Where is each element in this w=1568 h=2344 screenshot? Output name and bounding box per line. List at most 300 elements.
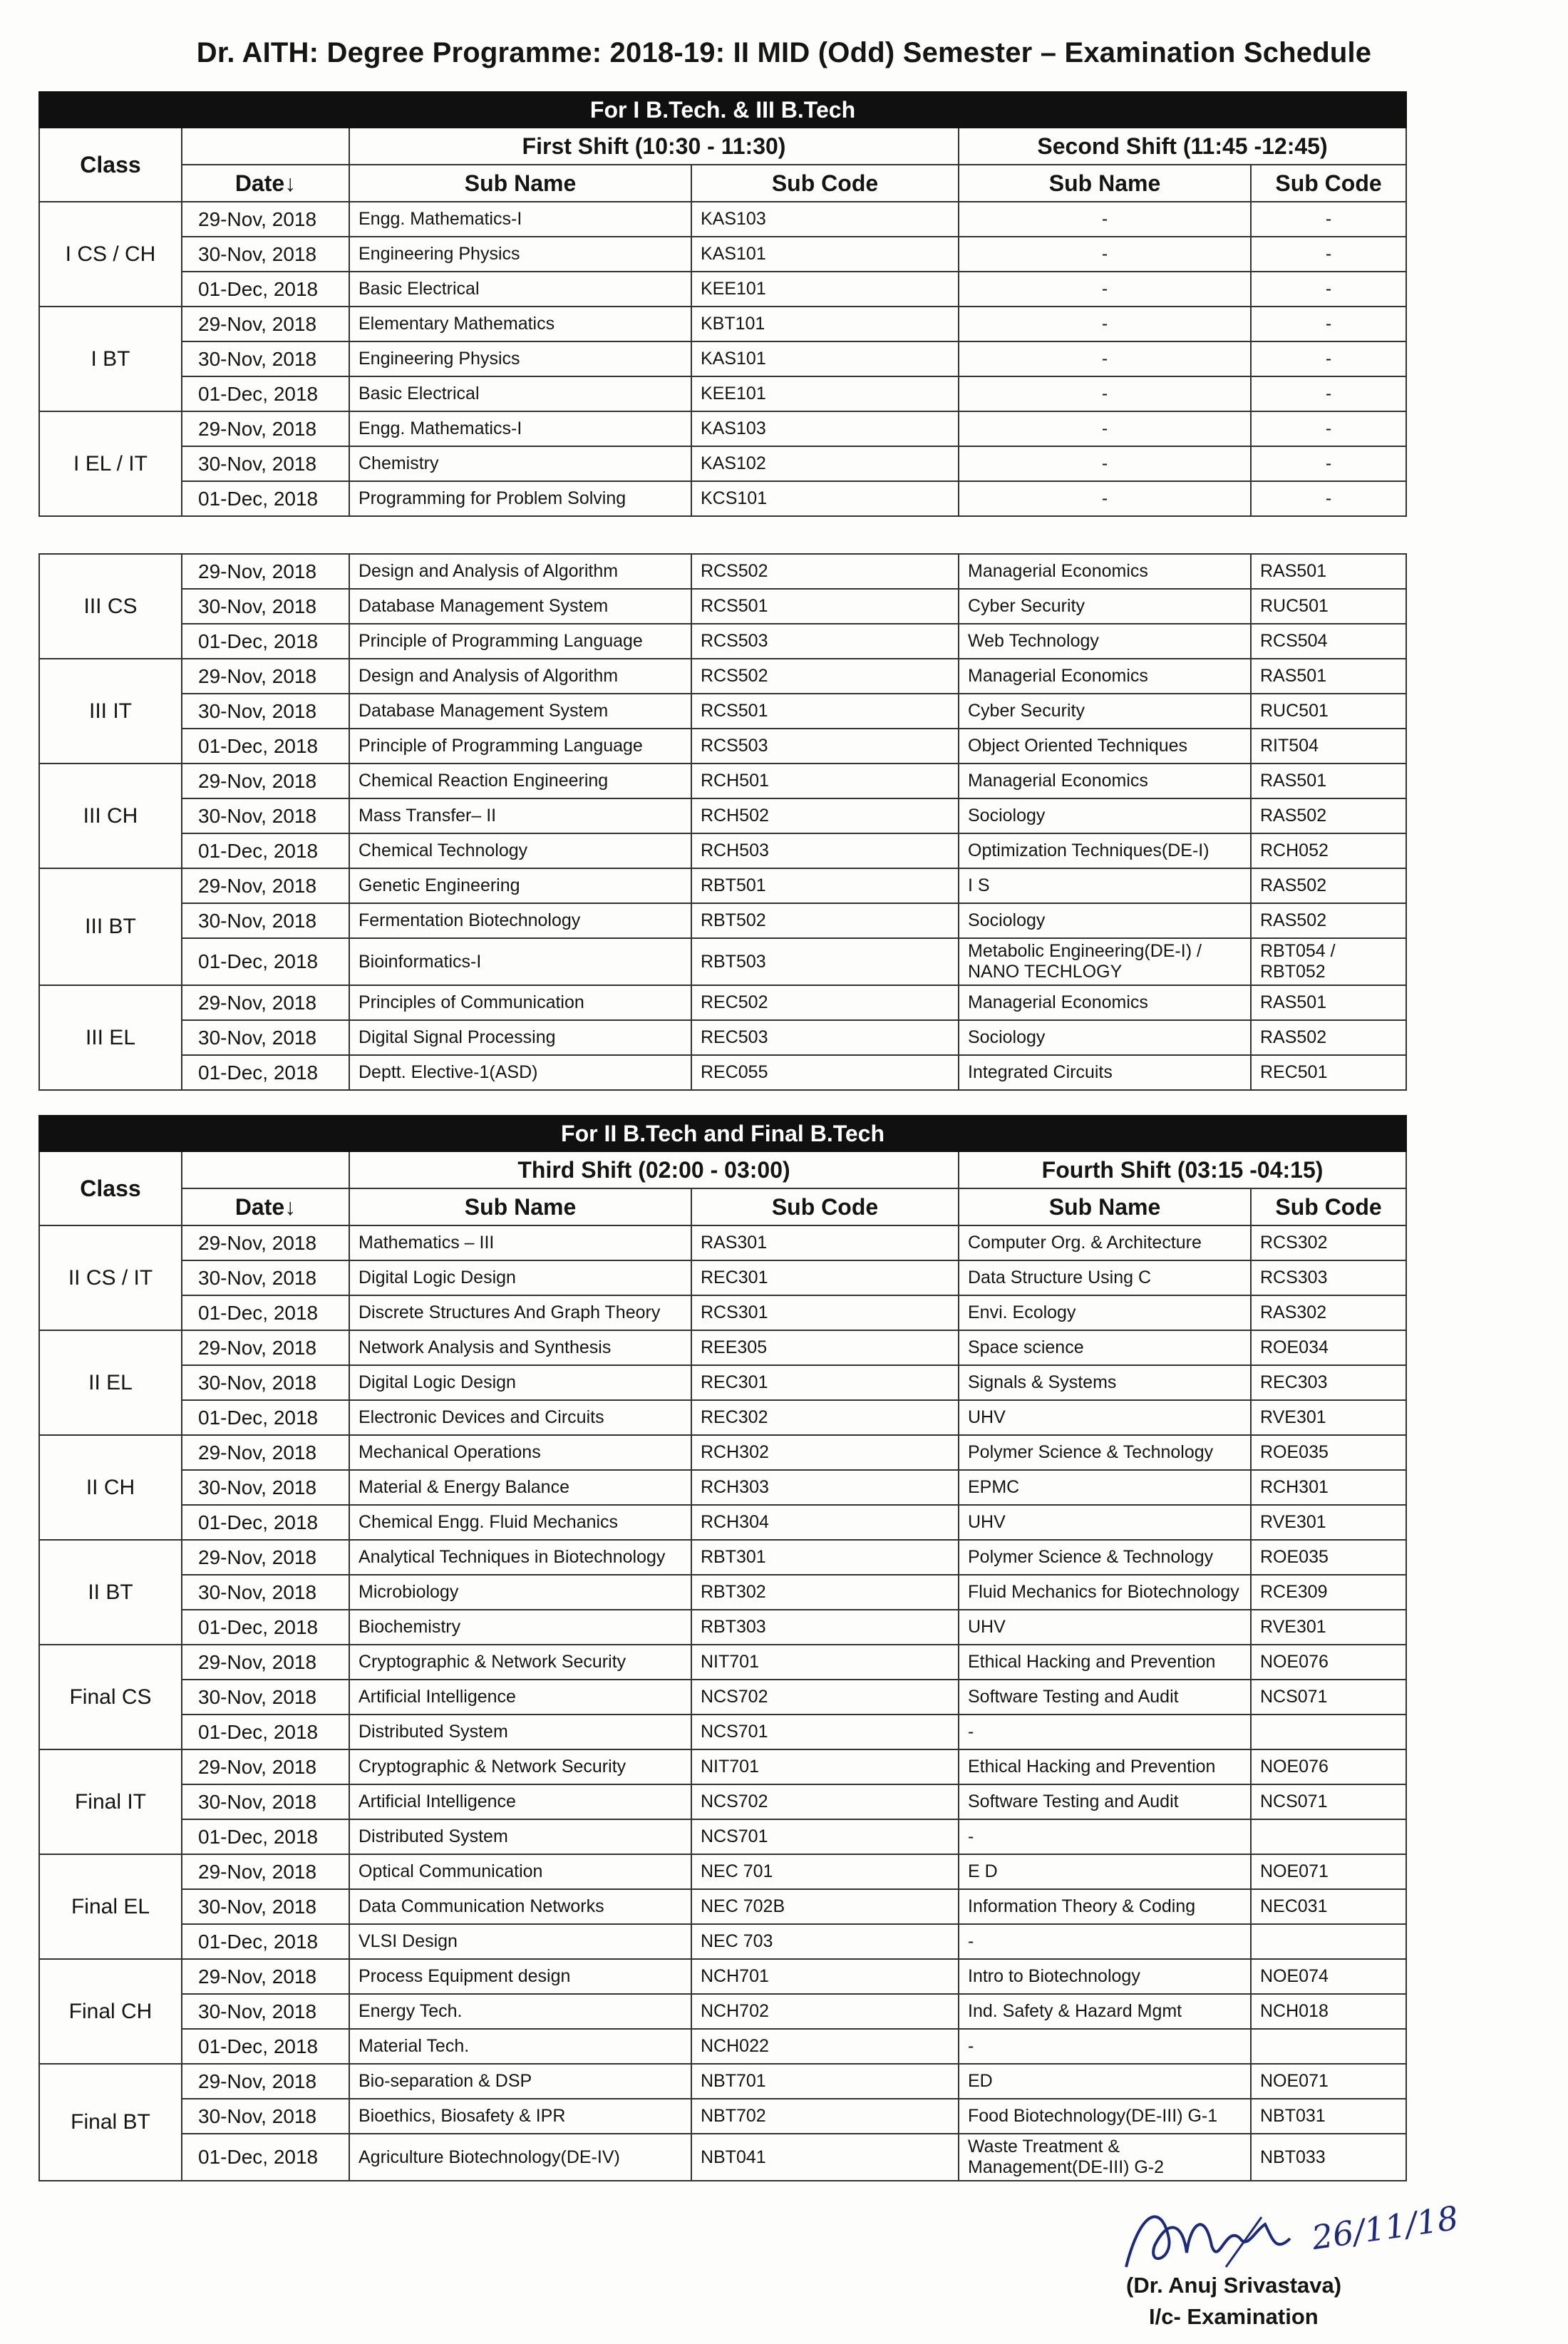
table-row (39, 1330, 1406, 1365)
class-cell: III CH (39, 764, 182, 868)
table-row (39, 1749, 1406, 1784)
sub-name-cell: Metabolic Engineering(DE-I) / NANO TECHLOGY (959, 938, 1251, 985)
sub-code-cell: NCS701 (691, 1819, 959, 1854)
sub-name-cell: Mathematics – III (349, 1225, 691, 1260)
col-header-class: Class (39, 128, 182, 202)
sub-code-cell: RCH501 (691, 764, 959, 798)
sub-name-cell: Programming for Problem Solving (349, 481, 691, 516)
class-cell: II CH (39, 1435, 182, 1540)
sub-name-cell: Sociology (959, 798, 1251, 833)
sub-code-cell: REC503 (691, 1020, 959, 1055)
sub-name-cell: Computer Org. & Architecture (959, 1225, 1251, 1260)
class-cell: III BT (39, 868, 182, 985)
date-cell: 29-Nov, 2018 (182, 554, 349, 589)
table-row (39, 1295, 1406, 1330)
col-header-sub-name: Sub Name (959, 1188, 1251, 1225)
header-spacer (182, 1151, 349, 1188)
sub-code-cell: KAS103 (691, 411, 959, 446)
date-cell: 29-Nov, 2018 (182, 1749, 349, 1784)
sub-code-cell: - (1251, 341, 1406, 376)
date-cell: 30-Nov, 2018 (182, 798, 349, 833)
sub-code-cell: RAS502 (1251, 903, 1406, 938)
sub-name-cell: Managerial Economics (959, 554, 1251, 589)
sub-code-cell: NIT701 (691, 1749, 959, 1784)
sub-name-cell: UHV (959, 1505, 1251, 1540)
date-cell: 30-Nov, 2018 (182, 903, 349, 938)
sub-code-cell: RBT301 (691, 1540, 959, 1575)
sub-name-cell: Cyber Security (959, 694, 1251, 729)
table-row (39, 1680, 1406, 1715)
sub-name-cell: Cyber Security (959, 589, 1251, 624)
date-cell: 01-Dec, 2018 (182, 833, 349, 868)
date-cell: 30-Nov, 2018 (182, 589, 349, 624)
shift-header-fourth: Fourth Shift (03:15 -04:15) (959, 1151, 1406, 1188)
sub-code-cell: RAS502 (1251, 798, 1406, 833)
sub-name-cell: Principle of Programming Language (349, 729, 691, 764)
table-row (39, 1854, 1406, 1889)
table-row (39, 237, 1406, 272)
table-row (39, 1055, 1406, 1090)
sub-code-cell: RBT302 (691, 1575, 959, 1610)
class-cell: II BT (39, 1540, 182, 1645)
sub-code-cell: REC301 (691, 1365, 959, 1400)
table-row (39, 1610, 1406, 1645)
col-header-sub-code: Sub Code (691, 165, 959, 202)
sub-name-cell: Managerial Economics (959, 985, 1251, 1020)
sub-name-cell: Chemistry (349, 446, 691, 481)
date-cell: 01-Dec, 2018 (182, 481, 349, 516)
sub-code-cell: ROE035 (1251, 1435, 1406, 1470)
sub-name-cell: Engg. Mathematics-I (349, 202, 691, 237)
sub-code-cell: NBT701 (691, 2064, 959, 2099)
sub-name-cell: Sociology (959, 1020, 1251, 1055)
sub-name-cell: Analytical Techniques in Biotechnology (349, 1540, 691, 1575)
sub-name-cell: Optimization Techniques(DE-I) (959, 833, 1251, 868)
sub-code-cell: KAS103 (691, 202, 959, 237)
date-cell: 29-Nov, 2018 (182, 868, 349, 903)
sub-code-cell: RBT501 (691, 868, 959, 903)
sub-code-cell: RCS301 (691, 1295, 959, 1330)
sub-code-cell: NOE074 (1251, 1959, 1406, 1994)
sub-code-cell: NBT033 (1251, 2134, 1406, 2181)
sub-code-cell: NCH702 (691, 1994, 959, 2029)
sub-code-cell: ROE034 (1251, 1330, 1406, 1365)
sub-code-cell: - (1251, 376, 1406, 411)
table-row (39, 1260, 1406, 1295)
sub-name-cell: Distributed System (349, 1715, 691, 1749)
sub-name-cell: Electronic Devices and Circuits (349, 1400, 691, 1435)
date-cell: 30-Nov, 2018 (182, 1784, 349, 1819)
sub-code-cell: RCS501 (691, 589, 959, 624)
sub-name-cell: Ethical Hacking and Prevention (959, 1749, 1251, 1784)
sub-code-cell: RCS302 (1251, 1225, 1406, 1260)
date-cell: 01-Dec, 2018 (182, 729, 349, 764)
sub-name-cell: Principles of Communication (349, 985, 691, 1020)
table-row (39, 1540, 1406, 1575)
date-cell: 01-Dec, 2018 (182, 1055, 349, 1090)
table-row (39, 659, 1406, 694)
col-header-sub-code: Sub Code (1251, 165, 1406, 202)
sub-code-cell: RAS501 (1251, 659, 1406, 694)
sub-code-cell: - (1251, 237, 1406, 272)
sub-name-cell: Bioinformatics-I (349, 938, 691, 985)
table-row (39, 376, 1406, 411)
handwritten-date: 26/11/18 (1309, 2198, 1461, 2258)
date-cell: 29-Nov, 2018 (182, 411, 349, 446)
sub-code-cell: NCS702 (691, 1784, 959, 1819)
sub-name-cell: Engineering Physics (349, 341, 691, 376)
sub-name-cell: Fermentation Biotechnology (349, 903, 691, 938)
sub-name-cell: Microbiology (349, 1575, 691, 1610)
date-cell: 01-Dec, 2018 (182, 624, 349, 659)
sub-name-cell: Integrated Circuits (959, 1055, 1251, 1090)
table-row (39, 985, 1406, 1020)
sub-code-cell: NIT701 (691, 1645, 959, 1680)
col-header-sub-code: Sub Code (1251, 1188, 1406, 1225)
sub-name-cell: UHV (959, 1400, 1251, 1435)
table-row (39, 2134, 1406, 2181)
sub-name-cell: Data Communication Networks (349, 1889, 691, 1924)
table-row (39, 202, 1406, 237)
sub-code-cell: NEC 701 (691, 1854, 959, 1889)
sub-name-cell: Engg. Mathematics-I (349, 411, 691, 446)
sub-name-cell: Agriculture Biotechnology(DE-IV) (349, 2134, 691, 2181)
sub-name-cell: I S (959, 868, 1251, 903)
table-row (39, 554, 1406, 589)
sub-code-cell: - (1251, 481, 1406, 516)
sub-code-cell (1251, 1715, 1406, 1749)
sub-code-cell: NCH018 (1251, 1994, 1406, 2029)
col-header-sub-code: Sub Code (691, 1188, 959, 1225)
sub-name-cell: Biochemistry (349, 1610, 691, 1645)
sub-code-cell: RBT503 (691, 938, 959, 985)
class-cell: I BT (39, 307, 182, 411)
sub-code-cell: REC502 (691, 985, 959, 1020)
sub-name-cell: Process Equipment design (349, 1959, 691, 1994)
sub-name-cell: Data Structure Using C (959, 1260, 1251, 1295)
class-cell: I EL / IT (39, 411, 182, 516)
sub-name-cell: - (959, 446, 1251, 481)
date-cell: 01-Dec, 2018 (182, 2029, 349, 2064)
date-cell: 29-Nov, 2018 (182, 1435, 349, 1470)
shift-header-third: Third Shift (02:00 - 03:00) (349, 1151, 959, 1188)
sub-name-cell: - (959, 481, 1251, 516)
sub-name-cell: Fluid Mechanics for Biotechnology (959, 1575, 1251, 1610)
col-header-date: Date↓ (182, 1188, 349, 1225)
date-cell: 29-Nov, 2018 (182, 985, 349, 1020)
sub-code-cell: NOE071 (1251, 2064, 1406, 2099)
table-row (39, 764, 1406, 798)
sub-name-cell: - (959, 376, 1251, 411)
sub-name-cell: Mechanical Operations (349, 1435, 691, 1470)
sub-code-cell: RCS502 (691, 659, 959, 694)
sub-name-cell: - (959, 411, 1251, 446)
sub-name-cell: Database Management System (349, 589, 691, 624)
sub-code-cell: RVE301 (1251, 1610, 1406, 1645)
sub-name-cell: Chemical Engg. Fluid Mechanics (349, 1505, 691, 1540)
date-cell: 29-Nov, 2018 (182, 1330, 349, 1365)
sub-name-cell: Web Technology (959, 624, 1251, 659)
date-cell: 01-Dec, 2018 (182, 2134, 349, 2181)
col-header-sub-name: Sub Name (349, 165, 691, 202)
sub-code-cell: RAS502 (1251, 868, 1406, 903)
sub-code-cell: NOE076 (1251, 1749, 1406, 1784)
sub-name-cell: Chemical Reaction Engineering (349, 764, 691, 798)
table-row (39, 589, 1406, 624)
sub-code-cell: RBT502 (691, 903, 959, 938)
date-cell: 30-Nov, 2018 (182, 1575, 349, 1610)
table-row (39, 868, 1406, 903)
sub-code-cell: NCS071 (1251, 1680, 1406, 1715)
section-banner: For II B.Tech and Final B.Tech (39, 1116, 1406, 1151)
sub-name-cell: - (959, 2029, 1251, 2064)
signature-block (1098, 2196, 1497, 2338)
date-cell: 01-Dec, 2018 (182, 1400, 349, 1435)
sub-code-cell (1251, 2029, 1406, 2064)
class-cell: II CS / IT (39, 1225, 182, 1330)
date-cell: 30-Nov, 2018 (182, 1365, 349, 1400)
sub-name-cell: - (959, 1715, 1251, 1749)
sub-name-cell: Network Analysis and Synthesis (349, 1330, 691, 1365)
sub-name-cell: Cryptographic & Network Security (349, 1749, 691, 1784)
table-row (39, 307, 1406, 341)
sub-code-cell: RCE309 (1251, 1575, 1406, 1610)
table-row (39, 1020, 1406, 1055)
table-row (39, 798, 1406, 833)
sub-code-cell: RUC501 (1251, 694, 1406, 729)
sub-code-cell: KAS102 (691, 446, 959, 481)
sub-name-cell: Ethical Hacking and Prevention (959, 1645, 1251, 1680)
shift-header-second: Second Shift (11:45 -12:45) (959, 128, 1406, 165)
sub-name-cell: EPMC (959, 1470, 1251, 1505)
table-row (39, 1645, 1406, 1680)
sub-code-cell: RCH304 (691, 1505, 959, 1540)
date-cell: 30-Nov, 2018 (182, 1020, 349, 1055)
header-spacer (182, 128, 349, 165)
sub-name-cell: Software Testing and Audit (959, 1680, 1251, 1715)
sub-code-cell: RCH302 (691, 1435, 959, 1470)
table-row (39, 1819, 1406, 1854)
sub-code-cell: RIT504 (1251, 729, 1406, 764)
sub-code-cell: REC301 (691, 1260, 959, 1295)
sub-name-cell: Intro to Biotechnology (959, 1959, 1251, 1994)
sub-name-cell: Information Theory & Coding (959, 1889, 1251, 1924)
sub-name-cell: Basic Electrical (349, 272, 691, 307)
sub-name-cell: Polymer Science & Technology (959, 1435, 1251, 1470)
class-cell: I CS / CH (39, 202, 182, 307)
date-cell: 30-Nov, 2018 (182, 237, 349, 272)
sub-name-cell: Cryptographic & Network Security (349, 1645, 691, 1680)
signatory-name: (Dr. Anuj Srivastava) (1126, 2273, 1342, 2298)
class-cell: III EL (39, 985, 182, 1090)
schedule-table-first-year-third-year (38, 91, 1407, 517)
date-cell: 01-Dec, 2018 (182, 1295, 349, 1330)
table-row (39, 1505, 1406, 1540)
table-row (39, 411, 1406, 446)
table-row (39, 1784, 1406, 1819)
table-row (39, 938, 1406, 985)
sub-name-cell: Digital Logic Design (349, 1260, 691, 1295)
date-cell: 30-Nov, 2018 (182, 1680, 349, 1715)
table-row (39, 1365, 1406, 1400)
table-row (39, 446, 1406, 481)
table-row (39, 1715, 1406, 1749)
col-header-sub-name: Sub Name (349, 1188, 691, 1225)
date-cell: 30-Nov, 2018 (182, 1994, 349, 2029)
sub-name-cell: - (959, 1819, 1251, 1854)
sub-name-cell: - (959, 341, 1251, 376)
sub-name-cell: Bio-separation & DSP (349, 2064, 691, 2099)
sub-name-cell: Discrete Structures And Graph Theory (349, 1295, 691, 1330)
section-banner: For I B.Tech. & III B.Tech (39, 92, 1406, 128)
sub-code-cell: NEC 703 (691, 1924, 959, 1959)
date-cell: 29-Nov, 2018 (182, 1959, 349, 1994)
date-cell: 01-Dec, 2018 (182, 1505, 349, 1540)
sub-name-cell: Principle of Programming Language (349, 624, 691, 659)
sub-code-cell: KAS101 (691, 237, 959, 272)
sub-name-cell: Signals & Systems (959, 1365, 1251, 1400)
date-cell: 30-Nov, 2018 (182, 2099, 349, 2134)
table-row (39, 1400, 1406, 1435)
date-cell: 01-Dec, 2018 (182, 376, 349, 411)
sub-name-cell: Digital Signal Processing (349, 1020, 691, 1055)
sub-code-cell: RCH052 (1251, 833, 1406, 868)
table-row (39, 1994, 1406, 2029)
sub-name-cell: Deptt. Elective-1(ASD) (349, 1055, 691, 1090)
sub-code-cell: NCS701 (691, 1715, 959, 1749)
sub-code-cell: - (1251, 272, 1406, 307)
date-cell: 30-Nov, 2018 (182, 694, 349, 729)
sub-code-cell: NBT031 (1251, 2099, 1406, 2134)
date-cell: 01-Dec, 2018 (182, 1610, 349, 1645)
sub-code-cell: REC303 (1251, 1365, 1406, 1400)
date-cell: 01-Dec, 2018 (182, 272, 349, 307)
date-cell: 01-Dec, 2018 (182, 1924, 349, 1959)
page-title: Dr. AITH: Degree Programme: 2018-19: II MID (Odd) Semester – Examination Schedule (196, 37, 1372, 68)
sub-name-cell: - (959, 1924, 1251, 1959)
sub-code-cell: RCS502 (691, 554, 959, 589)
col-header-sub-name: Sub Name (959, 165, 1251, 202)
sub-code-cell: REE305 (691, 1330, 959, 1365)
sub-name-cell: UHV (959, 1610, 1251, 1645)
sub-code-cell: - (1251, 411, 1406, 446)
sub-name-cell: ED (959, 2064, 1251, 2099)
sub-code-cell: RCS503 (691, 729, 959, 764)
sub-code-cell: NCH701 (691, 1959, 959, 1994)
date-cell: 30-Nov, 2018 (182, 1260, 349, 1295)
table-row (39, 903, 1406, 938)
sub-code-cell: RCH502 (691, 798, 959, 833)
class-cell: Final BT (39, 2064, 182, 2181)
table-row (39, 729, 1406, 764)
sub-code-cell: NOE076 (1251, 1645, 1406, 1680)
sub-name-cell: Software Testing and Audit (959, 1784, 1251, 1819)
table-row (39, 2064, 1406, 2099)
col-header-class: Class (39, 1151, 182, 1225)
sub-name-cell: Chemical Technology (349, 833, 691, 868)
sub-name-cell: VLSI Design (349, 1924, 691, 1959)
sub-code-cell: - (1251, 307, 1406, 341)
sub-code-cell: KCS101 (691, 481, 959, 516)
sub-name-cell: - (959, 307, 1251, 341)
sub-code-cell (1251, 1924, 1406, 1959)
sub-name-cell: - (959, 237, 1251, 272)
date-cell: 30-Nov, 2018 (182, 446, 349, 481)
table-row (39, 1924, 1406, 1959)
date-cell: 29-Nov, 2018 (182, 307, 349, 341)
sub-name-cell: Genetic Engineering (349, 868, 691, 903)
sub-code-cell: RAS501 (1251, 554, 1406, 589)
sub-code-cell (1251, 1819, 1406, 1854)
table-row (39, 272, 1406, 307)
sub-name-cell: Space science (959, 1330, 1251, 1365)
date-cell: 29-Nov, 2018 (182, 764, 349, 798)
sub-code-cell: RAS501 (1251, 985, 1406, 1020)
sub-code-cell: RAS502 (1251, 1020, 1406, 1055)
class-cell: Final CS (39, 1645, 182, 1749)
sub-name-cell: Engineering Physics (349, 237, 691, 272)
schedule-table-third-year (38, 553, 1407, 1091)
sub-name-cell: Ind. Safety & Hazard Mgmt (959, 1994, 1251, 2029)
sub-code-cell: RCS504 (1251, 624, 1406, 659)
schedule-table-second-year-final-year (38, 1115, 1407, 2181)
table-row (39, 1225, 1406, 1260)
sub-name-cell: Distributed System (349, 1819, 691, 1854)
sub-name-cell: Design and Analysis of Algorithm (349, 554, 691, 589)
sub-code-cell: NBT702 (691, 2099, 959, 2134)
table-row (39, 833, 1406, 868)
sub-code-cell: - (1251, 446, 1406, 481)
sub-code-cell: ROE035 (1251, 1540, 1406, 1575)
sub-code-cell: KEE101 (691, 272, 959, 307)
date-cell: 29-Nov, 2018 (182, 2064, 349, 2099)
sub-code-cell: RCS303 (1251, 1260, 1406, 1295)
table-row (39, 624, 1406, 659)
sub-code-cell: RCH301 (1251, 1470, 1406, 1505)
table-row (39, 481, 1406, 516)
sub-name-cell: Bioethics, Biosafety & IPR (349, 2099, 691, 2134)
date-cell: 01-Dec, 2018 (182, 938, 349, 985)
date-cell: 29-Nov, 2018 (182, 1854, 349, 1889)
sub-code-cell: KEE101 (691, 376, 959, 411)
sub-code-cell: RVE301 (1251, 1400, 1406, 1435)
sub-name-cell: Sociology (959, 903, 1251, 938)
col-header-date: Date↓ (182, 165, 349, 202)
date-cell: 30-Nov, 2018 (182, 341, 349, 376)
sub-code-cell: RAS501 (1251, 764, 1406, 798)
sub-code-cell: NCS702 (691, 1680, 959, 1715)
table-row (39, 1435, 1406, 1470)
sub-name-cell: Polymer Science & Technology (959, 1540, 1251, 1575)
table-row (39, 2099, 1406, 2134)
sub-name-cell: Artificial Intelligence (349, 1784, 691, 1819)
date-cell: 01-Dec, 2018 (182, 1715, 349, 1749)
sub-code-cell: NCH022 (691, 2029, 959, 2064)
sub-code-cell: - (1251, 202, 1406, 237)
sub-name-cell: Basic Electrical (349, 376, 691, 411)
class-cell: Final EL (39, 1854, 182, 1959)
class-cell: III IT (39, 659, 182, 764)
sub-name-cell: Energy Tech. (349, 1994, 691, 2029)
sub-name-cell: - (959, 272, 1251, 307)
date-cell: 29-Nov, 2018 (182, 659, 349, 694)
sub-name-cell: Object Oriented Techniques (959, 729, 1251, 764)
table-row (39, 1959, 1406, 1994)
shift-header-first: First Shift (10:30 - 11:30) (349, 128, 959, 165)
sub-code-cell: RVE301 (1251, 1505, 1406, 1540)
signatory-role: I/c- Examination (1149, 2304, 1319, 2329)
sub-code-cell: RCS501 (691, 694, 959, 729)
